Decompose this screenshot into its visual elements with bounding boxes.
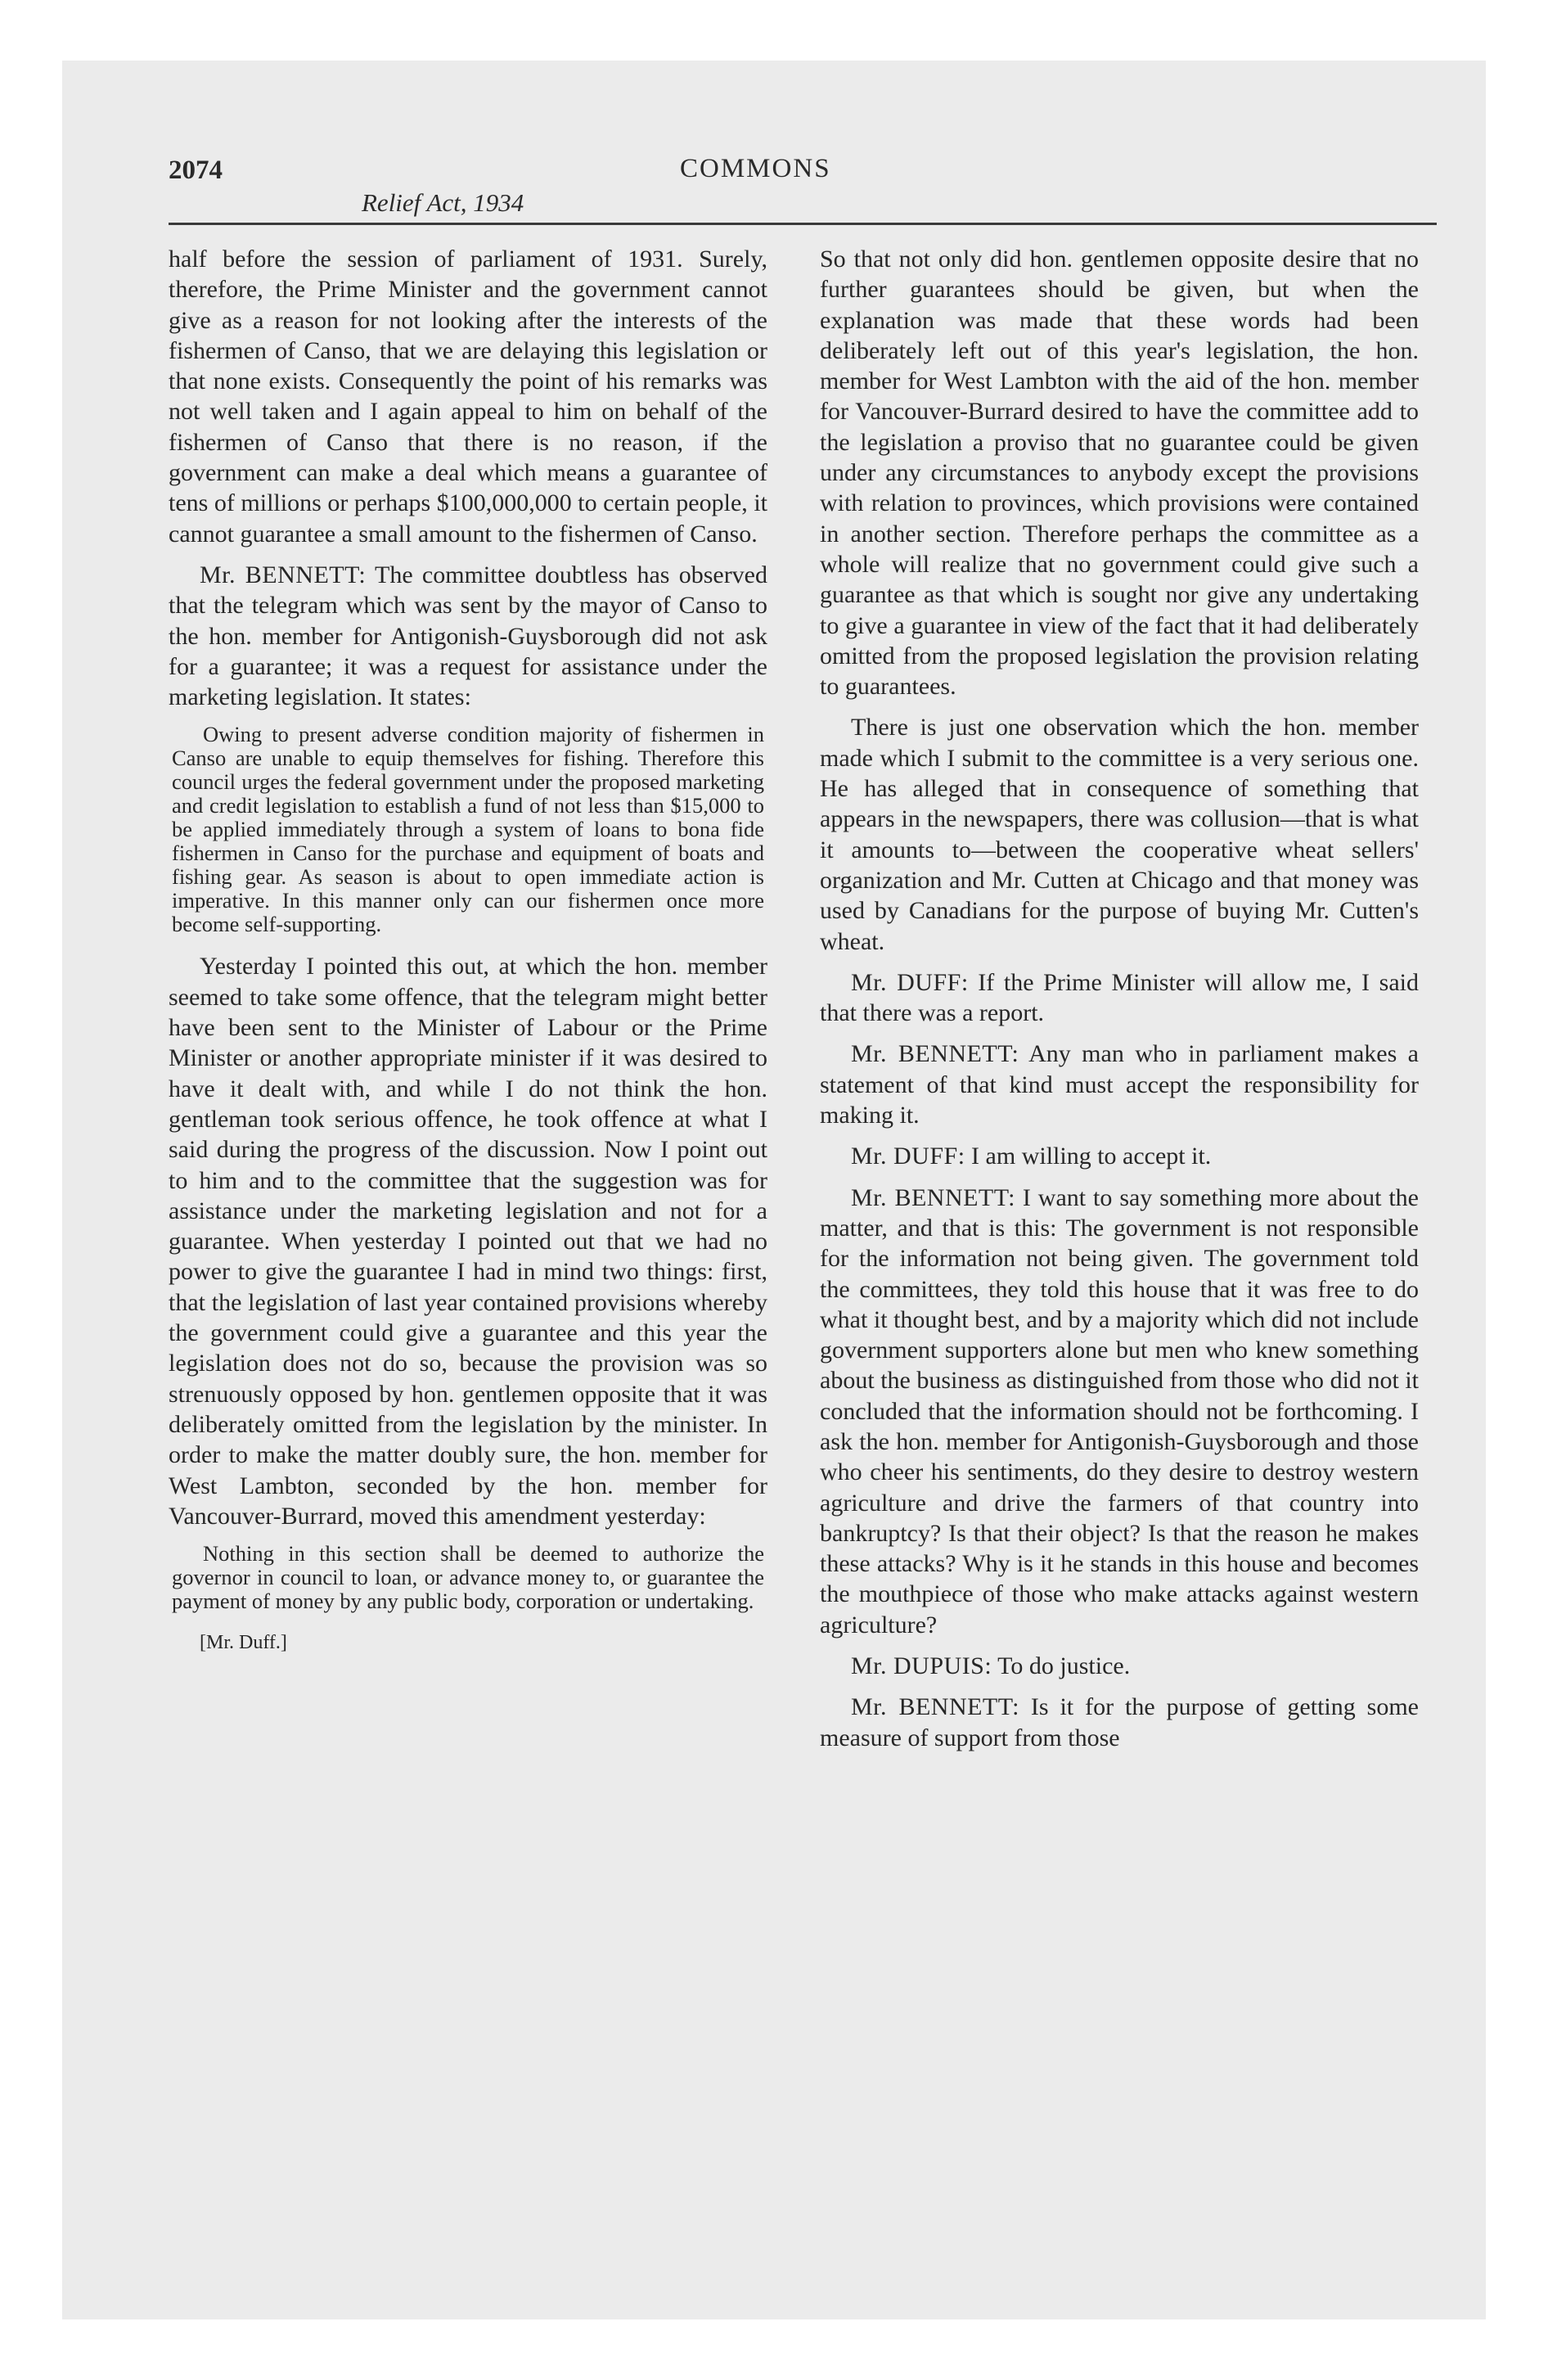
paragraph — [820, 1183, 1419, 1640]
speech-text: To do justice. — [992, 1652, 1131, 1680]
speaker-name: Mr. BENNETT: — [851, 1040, 1019, 1068]
speech-text: Is it for the purpose of getting some measure of support from those — [820, 1693, 1419, 1751]
speaker-name: Mr. DUFF: — [851, 968, 969, 996]
paragraph — [820, 1039, 1419, 1130]
paragraph: half before the session of parliament of 1931. Surely, therefore, the Prime Minister and the government cannot give as a reason for not looking after the interests of the fishermen of Canso, that we are delaying this legislation or that none exists. Consequently the point of his remarks was not well taken and I again appeal to him on behalf of the fishermen of Canso that there is no reason, if the government can make a deal which means a guarantee of tens of millions or perhaps $100,000,000 to certain people, it cannot guarantee a small amount to the fishermen of Canso. — [169, 246, 767, 548]
paragraph: So that not only did hon. gentlemen opposite desire that no further guarantees should be given, but when the explanation was made that these words had been deliberately left out of this year's legislation, the hon. member for West Lambton with the aid of the hon. member for Vancouver-Burrard desired to have the committee add to the legislation a proviso that no guarantee could be given under any circumstances to anybody except the provisions with relation to provinces, which provisions were contained in another section. Therefore perhaps the committee as a whole will realize that no government could give such a guarantee as that which is sought nor give any undertaking to give a guarantee in view of the fact that it had deliberately omitted from the proposed legislation the provision relating to guarantees. — [820, 246, 1419, 701]
quoted-telegram: Owing to present adverse condition majority of fishermen in Canso are unable to equip themselves for fishing. Therefore this council urges the federal government under the proposed marketing and credit legislation to establish a fund of not less than $15,000 to be applied immediately through a system of loans to bona fide fishermen in Canso for the purchase and equipment of boats and fishing gear. As season is about to open immediate action is imperative. In this manner only can our fishermen once more become self-supporting. — [172, 722, 764, 937]
right-column — [820, 244, 1419, 1764]
section-title: Relief Act, 1934 — [362, 188, 524, 217]
quoted-amendment: Nothing in this section shall be deemed to authorize the governor in council to loan, or advance money to, or guarantee the payment of money by any public body, corporation or undertaking. — [172, 1541, 764, 1614]
speech-text: Any man who in parliament makes a statement of that kind must accept the responsibility for making it. — [820, 1040, 1419, 1129]
left-column — [169, 244, 767, 1669]
page-header — [169, 147, 1437, 217]
speech-text: I am willing to accept it. — [965, 1143, 1212, 1170]
speech-text: If the Prime Minister will allow me, I said that there was a report. — [820, 968, 1419, 1027]
paragraph — [169, 560, 767, 712]
speaker-name: Mr. BENNETT: — [851, 1693, 1019, 1721]
speech-text: I want to say something more about the matter, and that is this: The government is not responsible for the information not being given. The government told the committees, they told this house that it was free to do what it thought best, and by a majority which did not include government supporters alone but men who knew something about the business as distinguished from those who did not it concluded that the information should not be forthcoming. I ask the hon. member for Antigonish-Guysborough and those who cheer his sentiments, do they desire to destroy western agriculture and drive the farmers of that country into bankruptcy? Is that their object? Is that the reason he makes these attacks? Why is it he stands in this house and becomes the mouthpiece of those who make attacks against western agriculture? — [820, 1183, 1419, 1639]
page-number: 2074 — [169, 156, 223, 185]
speaker-name: Mr. DUPUIS: — [851, 1652, 992, 1680]
speaker-footer: [Mr. Duff.] — [200, 1632, 287, 1654]
speaker-name: Mr. DUFF: — [851, 1143, 965, 1170]
journal-title: COMMONS — [680, 154, 831, 183]
speech-text: The committee doubtless has observed that the telegram which was sent by the mayor of Canso to the hon. member for Antigonish-Guysborough did not ask for a guarantee; it was a request for assistance under the marketing legislation. It states: — [169, 561, 768, 711]
speaker-name: Mr. BENNETT: — [200, 561, 367, 588]
paragraph: Yesterday I pointed this out, at which the hon. member seemed to take some offence, that the telegram might better have been sent to the Minister of Labour or the Prime Minister or another appropriate minister if it was desired to have it dealt with, and while I do not think the hon. gentleman took serious offence, he took offence at what I said during the progress of the discussion. Now I point out to him and to the committee that the suggestion was for assistance under the marketing legislation and not for a guarantee. When yesterday I pointed out that we had no power to give the guarantee I had in mind two things: first, that the legislation of last year contained provisions whereby the government could give a guarantee and this year the legislation does not do so, because the provision was so strenuously opposed by hon. gentlemen opposite that it was deliberately omitted from the legislation by the minister. In order to make the matter doubly sure, the hon. member for West Lambton, seconded by the hon. member for Vancouver-Burrard, moved this amendment yesterday: — [169, 953, 767, 1530]
paragraph — [820, 1141, 1419, 1171]
paragraph — [820, 1692, 1419, 1753]
header-rule — [169, 223, 1437, 225]
paragraph: There is just one observation which the hon. member made which I submit to the committee is a very serious one. He has alleged that in consequence of something that appears in the newspapers, there was collusion—that is what it amounts to—between the cooperative wheat sellers' organization and Mr. Cutten at Chicago and that money was used by Canadians for the purpose of buying Mr. Cutten's wheat. — [820, 714, 1419, 955]
paragraph — [820, 967, 1419, 1029]
paragraph — [820, 1651, 1419, 1681]
speaker-name: Mr. BENNETT: — [851, 1183, 1015, 1211]
